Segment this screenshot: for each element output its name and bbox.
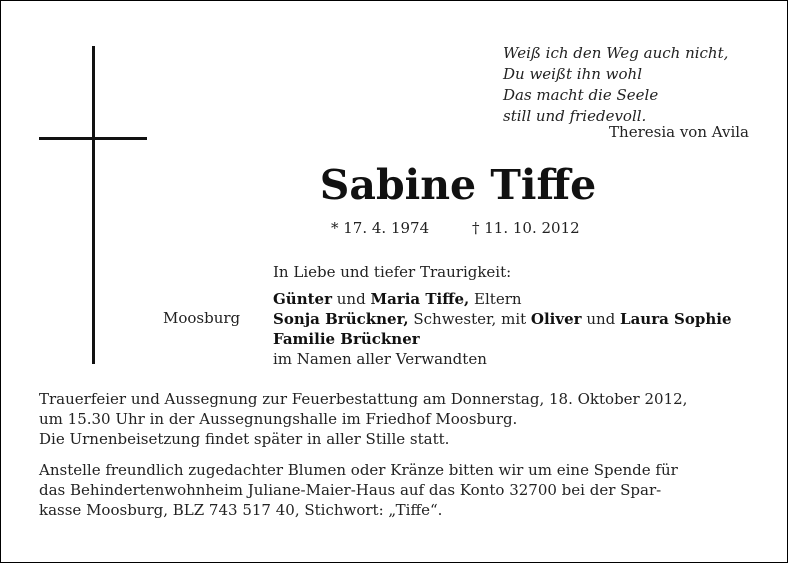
mourner-line-relatives: im Namen aller Verwandten [273, 350, 487, 368]
mourner-line-parents [273, 289, 732, 309]
cross-horizontal-bar [39, 137, 147, 140]
mourner-name: Oliver [530, 310, 582, 328]
donation-line: kasse Moosburg, BLZ 743 517 40, Stichwort: „Tiffe“. [39, 501, 443, 519]
mourner-connector: und [581, 310, 621, 328]
mourner-line-family [273, 329, 732, 349]
donation-request [39, 460, 755, 520]
poem-line: Du weißt ihn wohl [503, 65, 642, 83]
poem-line: still und friedevoll. [503, 107, 647, 125]
mourner-line-sister [273, 309, 732, 329]
mourners-location: Moosburg [163, 309, 241, 327]
funeral-line: Trauerfeier und Aussegnung zur Feuerbestattung am Donnerstag, 18. Oktober 2012, [39, 390, 688, 408]
mourners-list [273, 289, 732, 369]
poem-quote [503, 43, 728, 127]
funeral-line: um 15.30 Uhr in der Aussegnungshalle im Friedhof Moosburg. [39, 410, 518, 428]
mourner-name: Familie Brückner [273, 330, 420, 348]
mourner-role: Schwester, mit [408, 310, 531, 328]
poem-line: Das macht die Seele [503, 86, 659, 104]
donation-line: Anstelle freundlich zugedachter Blumen oder Kränze bitten wir um eine Spende für [39, 461, 678, 479]
poem-line: Weiß ich den Weg auch nicht, [503, 44, 729, 62]
birth-date: * 17. 4. 1974 [331, 219, 430, 237]
mourner-name: Maria Tiffe, [370, 290, 470, 308]
poem-author: Theresia von Avila [609, 123, 749, 141]
funeral-line: Die Urnenbeisetzung findet später in aller Stille statt. [39, 430, 450, 448]
mourner-name: Sonja Brückner, [273, 310, 409, 328]
deceased-name: Sabine Tiffe [319, 161, 597, 209]
mourning-intro: In Liebe und tiefer Traurigkeit: [273, 263, 512, 281]
donation-line: das Behindertenwohnheim Juliane-Maier-Haus auf das Konto 32700 bei der Spar- [39, 481, 662, 499]
mourner-name: Laura Sophie [620, 310, 732, 328]
death-date: † 11. 10. 2012 [472, 219, 580, 237]
funeral-details [39, 389, 755, 449]
mourner-connector: und [332, 290, 371, 308]
mourner-role: Eltern [469, 290, 522, 308]
mourner-name: Günter [273, 290, 332, 308]
